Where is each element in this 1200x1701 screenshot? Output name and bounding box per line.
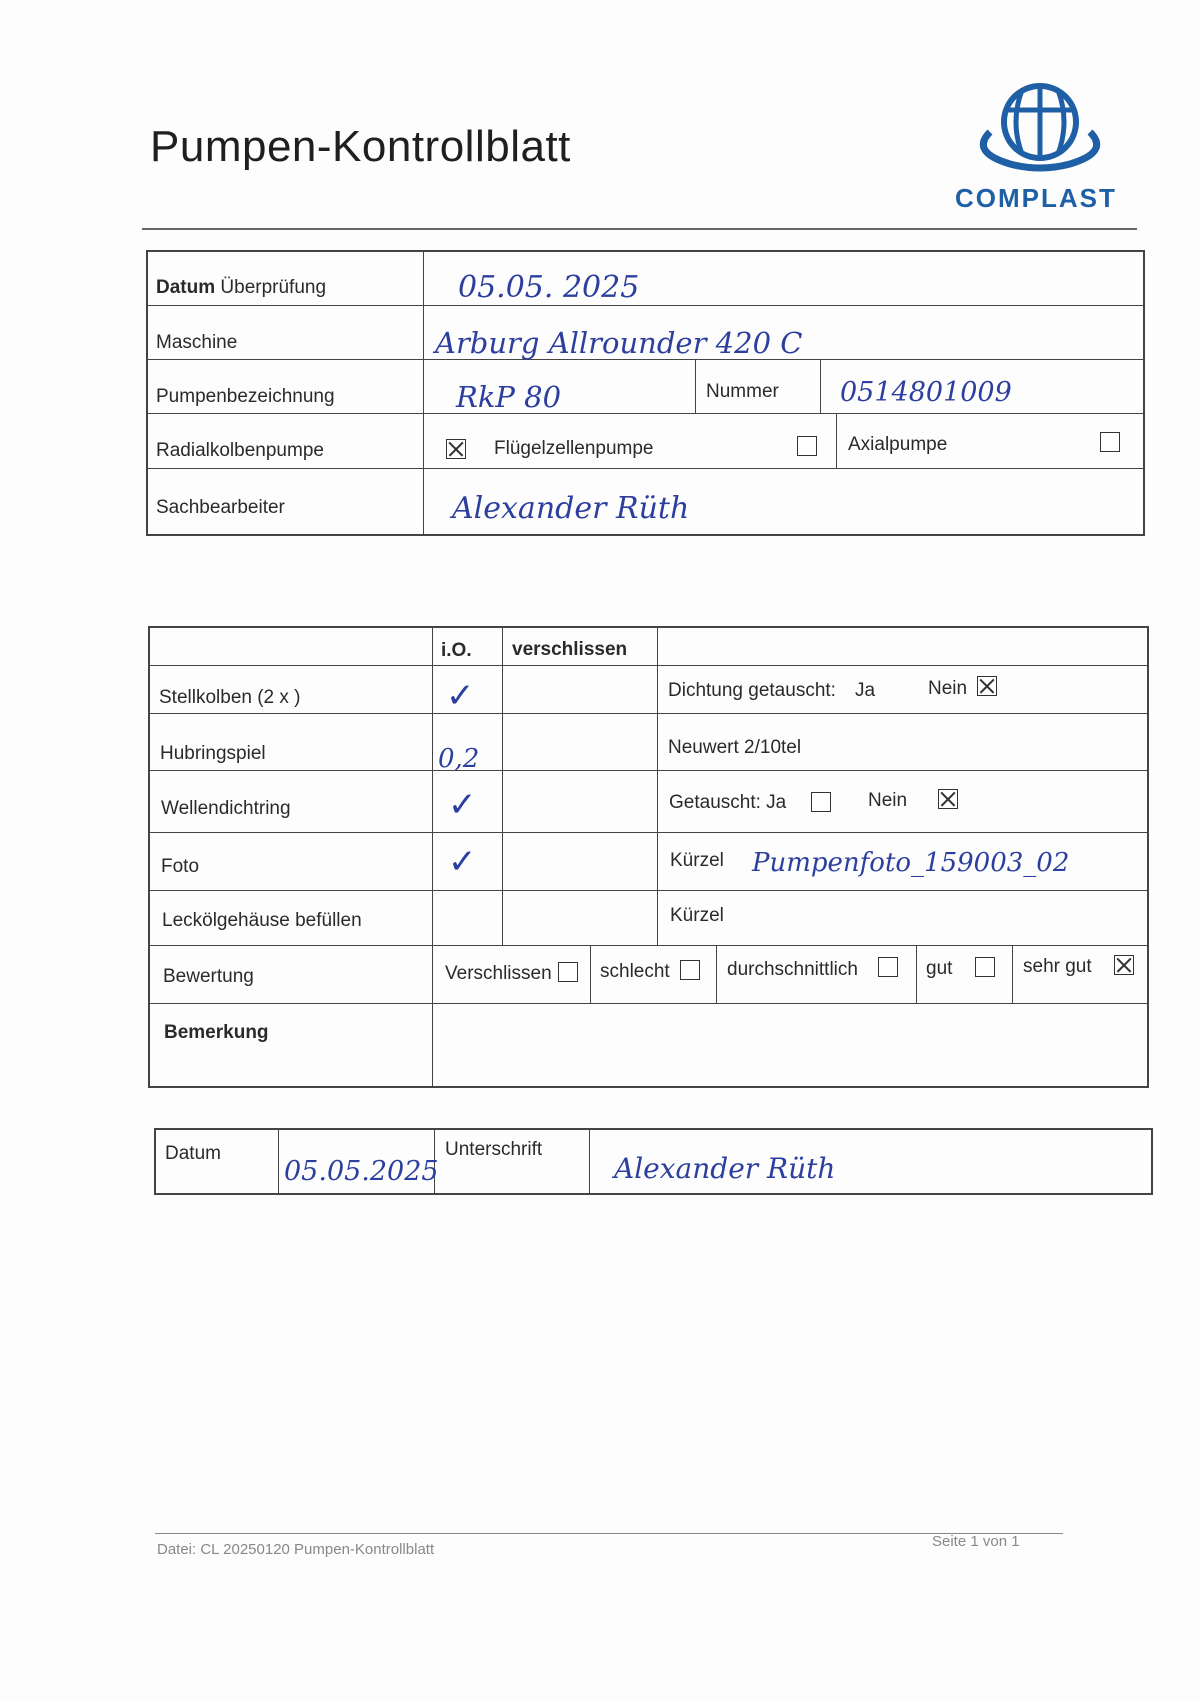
dichtung-nein-label: Nein xyxy=(928,678,968,699)
bemerkung-label: Bemerkung xyxy=(164,1022,269,1043)
wellendichtring-io-mark[interactable]: ✓ xyxy=(448,785,477,825)
fluegelzellenpumpe-label: Flügelzellenpumpe xyxy=(494,438,654,459)
stellkolben-label: Stellkolben (2 x ) xyxy=(159,687,301,708)
getauscht-nein-label: Nein xyxy=(868,790,908,811)
datum-pruefung-value[interactable]: 05.05. 2025 xyxy=(458,270,640,305)
nummer-value[interactable]: 0514801009 xyxy=(840,377,1012,408)
datum-pruefung-label: Datum Überprüfung xyxy=(156,277,327,298)
footer-file: Datei: CL 20250120 Pumpen-Kontrollblatt xyxy=(157,1541,435,1558)
sachbearbeiter-value[interactable]: Alexander Rüth xyxy=(452,491,690,526)
dichtung-nein-checkbox[interactable] xyxy=(977,676,997,696)
pumpenbezeichnung-label: Pumpenbezeichnung xyxy=(156,386,335,407)
getauscht-ja-checkbox[interactable] xyxy=(811,792,831,812)
unterschrift-label: Unterschrift xyxy=(445,1139,543,1160)
fluegelzellenpumpe-checkbox[interactable] xyxy=(797,436,817,456)
maschine-value[interactable]: Arburg Allrounder 420 C xyxy=(435,326,803,360)
foto-kuerzel-label: Kürzel xyxy=(670,850,724,871)
bewertung-schlecht-checkbox[interactable] xyxy=(680,960,700,980)
leckoel-kuerzel-label: Kürzel xyxy=(670,905,724,926)
neuwert-label: Neuwert 2/10tel xyxy=(668,737,802,758)
footer-page: Seite 1 von 1 xyxy=(932,1533,1020,1550)
wellendichtring-label: Wellendichtring xyxy=(161,798,291,819)
nummer-label: Nummer xyxy=(706,381,779,402)
sachbearbeiter-label: Sachbearbeiter xyxy=(156,497,285,518)
pumpenbezeichnung-value[interactable]: RkP 80 xyxy=(456,380,562,414)
radialkolbenpumpe-checkbox[interactable] xyxy=(446,439,466,459)
axialpumpe-label: Axialpumpe xyxy=(848,434,948,455)
bewertung-verschlissen-checkbox[interactable] xyxy=(558,962,578,982)
bewertung-gut-label: gut xyxy=(926,958,953,979)
unterschrift-value[interactable]: Alexander Rüth xyxy=(614,1152,836,1185)
hubringspiel-label: Hubringspiel xyxy=(160,743,266,764)
foto-kuerzel-value[interactable]: Pumpenfoto_159003_02 xyxy=(752,848,1070,878)
bewertung-label: Bewertung xyxy=(163,966,254,987)
bewertung-durchschnittlich-checkbox[interactable] xyxy=(878,957,898,977)
hubringspiel-value[interactable]: 0,2 xyxy=(438,744,480,774)
bewertung-verschlissen-label: Verschlissen xyxy=(445,963,552,984)
page-title: Pumpen-Kontrollblatt xyxy=(150,122,571,171)
radialkolbenpumpe-label: Radialkolbenpumpe xyxy=(156,440,324,461)
logo-text: COMPLAST xyxy=(955,183,1117,213)
foto-label: Foto xyxy=(161,856,200,877)
header-divider xyxy=(142,228,1137,230)
dichtung-ja-label: Ja xyxy=(855,680,876,701)
bewertung-sehr-gut-checkbox[interactable] xyxy=(1114,955,1134,975)
signature-datum-value[interactable]: 05.05.2025 xyxy=(284,1156,439,1187)
foto-io-mark[interactable]: ✓ xyxy=(448,842,477,882)
stellkolben-io-mark[interactable]: ✓ xyxy=(446,676,475,716)
bewertung-sehr-gut-label: sehr gut xyxy=(1023,956,1092,977)
getauscht-ja-label: Getauscht: Ja xyxy=(669,792,787,813)
getauscht-nein-checkbox[interactable] xyxy=(938,789,958,809)
col-verschlissen-header: verschlissen xyxy=(512,639,628,660)
leckoel-label: Leckölgehäuse befüllen xyxy=(162,910,362,931)
bewertung-gut-checkbox[interactable] xyxy=(975,957,995,977)
footer-divider xyxy=(155,1533,1063,1534)
dichtung-getauscht-label: Dichtung getauscht: xyxy=(668,680,836,701)
bewertung-durchschnittlich-label: durchschnittlich xyxy=(727,959,858,980)
col-io-header: i.O. xyxy=(441,640,472,661)
maschine-label: Maschine xyxy=(156,332,238,353)
bewertung-schlecht-label: schlecht xyxy=(600,961,670,982)
axialpumpe-checkbox[interactable] xyxy=(1100,432,1120,452)
bemerkung-field[interactable] xyxy=(436,1006,1146,1084)
signature-datum-label: Datum xyxy=(165,1143,221,1164)
